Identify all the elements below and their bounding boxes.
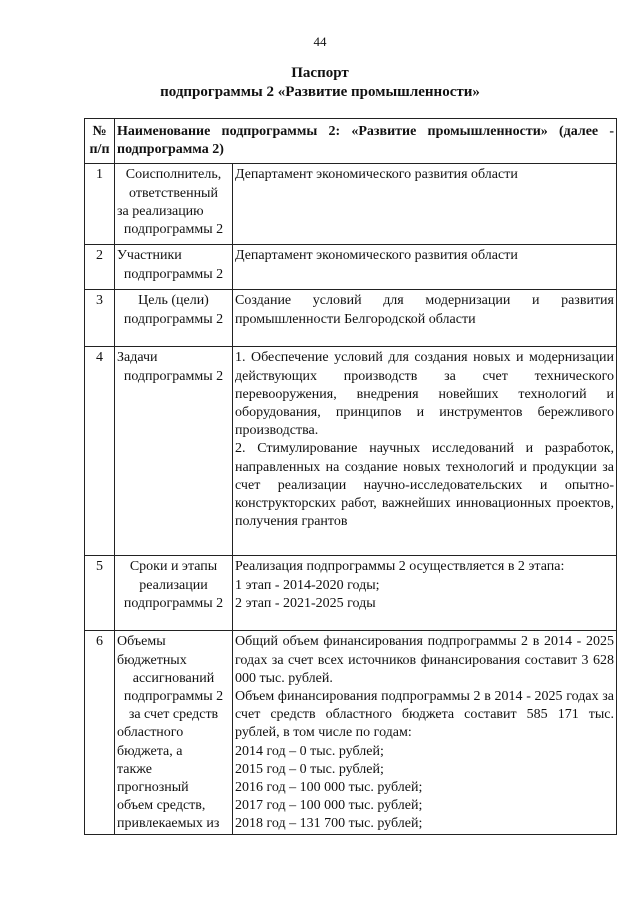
row-value-line: Реализация подпрограммы 2 осуществляется в 2 этапа: <box>235 559 565 575</box>
row-value <box>233 631 617 834</box>
row-name-line: ответственный <box>129 185 218 201</box>
row-value-line: Общий объем финансирования подпрограммы 2 в 2014 - 2025 годах за счет всех источников финансирования составит 3 628 000 тыс. рублей. <box>235 634 614 686</box>
table-row <box>85 164 617 245</box>
row-value-line: Департамент экономического развития области <box>235 167 518 183</box>
row-name-line: Соисполнитель, <box>125 167 222 183</box>
row-name-line: бюджетных <box>117 652 187 668</box>
row-name-line: объем средств, <box>117 798 206 814</box>
row-num: 5 <box>85 556 115 631</box>
row-value-line: 2016 год – 100 000 тыс. рублей; <box>235 780 423 796</box>
row-name-line: привлекаемых из <box>117 816 220 832</box>
row-num: 6 <box>85 631 115 834</box>
row-name-line: также <box>117 761 153 777</box>
row-value <box>233 290 617 347</box>
row-value <box>233 245 617 290</box>
row-value <box>233 347 617 556</box>
row-name-line: подпрограммы 2 <box>123 368 224 384</box>
row-name <box>115 245 233 290</box>
row-value-line: 2 этап - 2021-2025 годы <box>235 595 376 611</box>
table-row <box>85 631 617 834</box>
row-name-line: подпрограммы 2 <box>123 311 224 327</box>
row-name <box>115 347 233 556</box>
document-title <box>0 64 640 102</box>
row-name <box>115 556 233 631</box>
title-line-1: Паспорт <box>291 65 349 81</box>
row-name-line: подпрограммы 2 <box>123 595 224 611</box>
row-name-line: ассигнований <box>132 670 215 686</box>
passport-table <box>84 118 617 835</box>
page-number: 44 <box>313 34 327 49</box>
row-value-line: 2014 год – 0 тыс. рублей; <box>235 743 384 759</box>
row-value-line: Создание условий для модернизации и развития промышленности Белгородской области <box>235 293 614 327</box>
row-value-line: 2018 год – 131 700 тыс. рублей; <box>235 816 423 832</box>
header-name-cell: Наименование подпрограммы 2: «Развитие промышленности» (далее - подпрограмма 2) <box>115 119 617 164</box>
row-name <box>115 631 233 834</box>
row-name-line: областного <box>117 725 184 741</box>
row-name-line: Цель (цели) <box>138 293 209 309</box>
row-num: 3 <box>85 290 115 347</box>
row-value-line: Объем финансирования подпрограммы 2 в 2014 - 2025 годах за счет средств областного бюджета составит 585 171 тыс. рублей, в том числе по годам: <box>235 689 614 741</box>
row-name-line: подпрограммы 2 <box>123 222 224 238</box>
row-name <box>115 290 233 347</box>
row-name-line: прогнозный <box>117 780 189 796</box>
row-value <box>233 164 617 245</box>
row-value-line: 2. Стимулирование научных исследований и разработок, направленных на создание новых технологий и продукции за счет реализации научно-исследовательских и опытно-конструкторских работ, важнейших инновационных проектов, получения грантов <box>235 441 614 530</box>
row-value-line: 2015 год – 0 тыс. рублей; <box>235 761 384 777</box>
table-row <box>85 347 617 556</box>
row-name-line: Объемы <box>117 634 166 650</box>
row-value-line: 1 этап - 2014-2020 годы; <box>235 577 380 593</box>
row-name-line: Задачи <box>117 350 158 366</box>
row-name-line: за реализацию <box>117 203 204 219</box>
row-name-line: реализации <box>139 577 208 593</box>
table-row <box>85 245 617 290</box>
table-row <box>85 556 617 631</box>
row-value-line: Департамент экономического развития области <box>235 248 518 264</box>
row-num: 1 <box>85 164 115 245</box>
row-name-line: подпрограммы 2 <box>123 266 224 282</box>
row-name <box>115 164 233 245</box>
header-num-cell: № п/п <box>85 119 115 164</box>
table-row <box>85 290 617 347</box>
row-name-line: Сроки и этапы <box>129 559 218 575</box>
row-value-line: 1. Обеспечение условий для создания новых и модернизации действующих производств за счет технического перевооружения, внедрения новейших технологий и оборудования, принципов и инструментов бережливого производства. <box>235 350 614 439</box>
row-num: 2 <box>85 245 115 290</box>
row-name-line: Участники <box>117 248 182 264</box>
row-name-line: за счет средств <box>128 707 219 723</box>
table-header-row <box>85 119 617 164</box>
row-num: 4 <box>85 347 115 556</box>
row-name-line: подпрограммы 2 <box>123 689 224 705</box>
row-value <box>233 556 617 631</box>
row-name-line: бюджета, а <box>117 743 183 759</box>
title-line-2: подпрограммы 2 «Развитие промышленности» <box>160 84 480 100</box>
row-value-line: 2017 год – 100 000 тыс. рублей; <box>235 798 423 814</box>
